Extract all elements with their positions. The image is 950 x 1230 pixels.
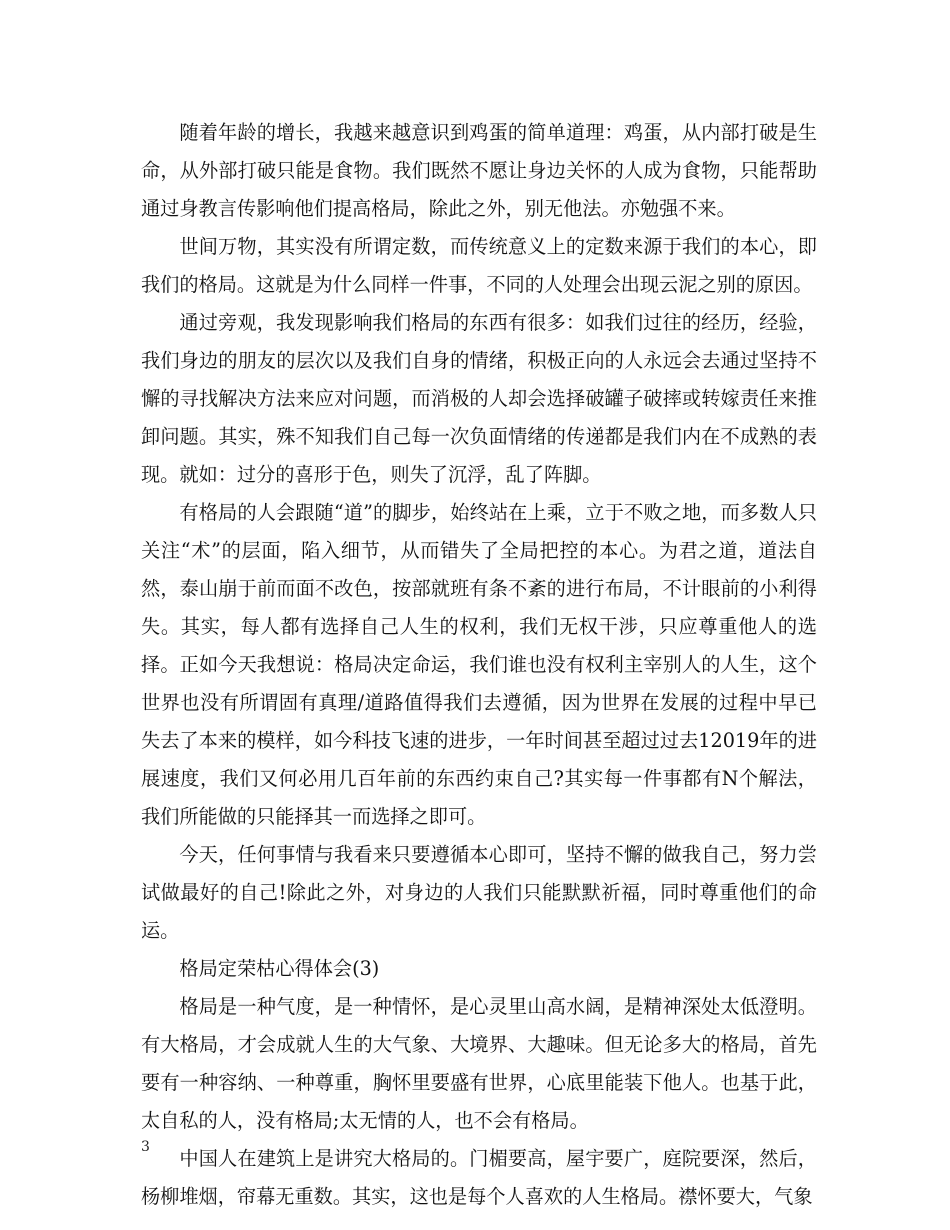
paragraph-7: 中国人在建筑上是讲究大格局的。门楣要高，屋宇要广，庭院要深，然后，杨柳堆烟，帘幕无重数。其实，这也是每个人喜欢的人生格局。襟怀要大，气象 (141, 1147, 817, 1208)
paragraph-3: 通过旁观，我发现影响我们格局的东西有很多：如我们过往的经历，经验，我们身边的朋友的层次以及我们自身的情绪，积极正向的人永远会去通过坚持不懈的寻找解决方法来应对问题，而消极的人却会选择破罐子破摔或转嫁责任来推卸问题。其实，殊不知我们自己每一次负面情绪的传递都是我们内在不成熟的表现。就如：过分的喜形于色，则失了沉浮，乱了阵脚。 (141, 311, 817, 486)
paragraph-2: 世间万物，其实没有所谓定数，而传统意义上的定数来源于我们的本心，即我们的格局。这就是为什么同样一件事，不同的人处理会出现云泥之别的原因。 (141, 235, 817, 296)
document-body (141, 114, 817, 1216)
paragraph-1: 随着年龄的增长，我越来越意识到鸡蛋的简单道理：鸡蛋，从内部打破是生命，从外部打破只能是食物。我们既然不愿让身边关怀的人成为食物，只能帮助通过身教言传影响他们提高格局，除此之外，别无他法。亦勉强不来。 (141, 121, 817, 220)
page-number: 3 (141, 1139, 150, 1155)
paragraph-4: 有格局的人会跟随“道”的脚步，始终站在上乘，立于不败之地，而多数人只关注“术”的层面，陷入细节，从而错失了全局把控的本心。为君之道，道法自然，泰山崩于前而面不改色，按部就班有条不紊的进行布局，不计眼前的小利得失。其实，每人都有选择自己人生的权利，我们无权干涉，只应尊重他人的选择。正如今天我想说：格局决定命运，我们谁也没有权利主宰别人的人生，这个世界也没有所谓固有真理/道路值得我们去遵循，因为世界在发展的过程中早已失去了本来的模样，如今科技飞速的进步，一年时间甚至超过过去12019年的进展速度，我们又何必用几百年前的东西约束自己?其实每一件事都有N个解法，我们所能做的只能择其一而选择之即可。 (141, 501, 817, 828)
paragraph-5: 今天，任何事情与我看来只要遵循本心即可，坚持不懈的做我自己，努力尝试做最好的自己!除此之外，对身边的人我们只能默默祈福，同时尊重他们的命运。 (141, 843, 817, 942)
paragraph-6: 格局是一种气度，是一种情怀，是心灵里山高水阔，是精神深处太低澄明。有大格局，才会成就人生的大气象、大境界、大趣味。但无论多大的格局，首先要有一种容纳、一种尊重，胸怀里要盛有世界，心底里能装下他人。也基于此，太自私的人，没有格局;太无情的人，也不会有格局。 (141, 995, 817, 1132)
section-heading: 格局定荣枯心得体会(3) (179, 957, 380, 980)
